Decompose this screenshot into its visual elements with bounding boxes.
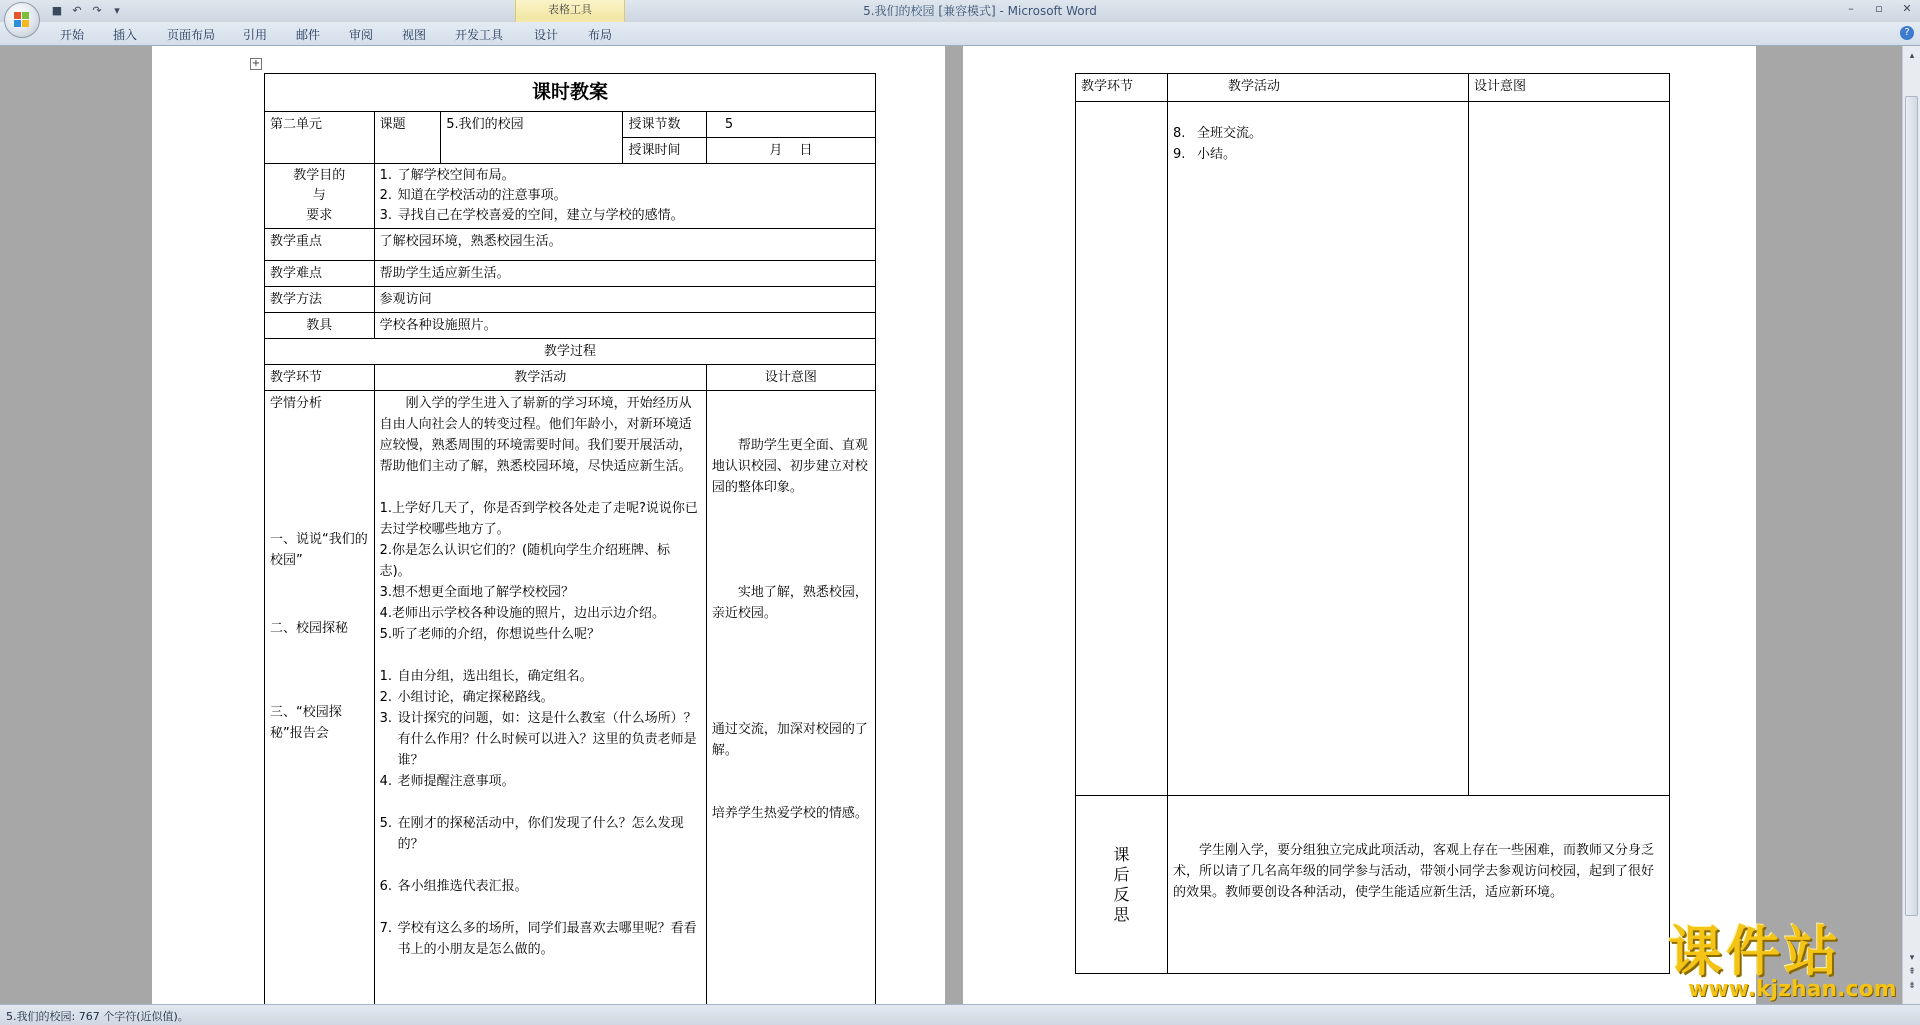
intent-text: 培养学生热爱学校的情感。 bbox=[711, 806, 868, 821]
method-value[interactable]: 参观访问 bbox=[374, 287, 875, 313]
list-item: 9. 小结。 bbox=[1173, 147, 1237, 162]
tab-home[interactable]: 开始 bbox=[60, 28, 85, 42]
col-step-header[interactable]: 教学环节 bbox=[265, 365, 375, 391]
periods-value[interactable]: 5 bbox=[706, 112, 875, 138]
list-item: 5. 在刚才的探秘活动中，你们发现了什么？怎么发现的？ bbox=[379, 816, 684, 852]
focus-value[interactable]: 了解校园环境，熟悉校园生活。 bbox=[374, 229, 875, 261]
list-item: 4.老师出示学校各种设施的照片，边出示边介绍。 bbox=[379, 606, 665, 621]
col-intent-header[interactable]: 设计意图 bbox=[706, 365, 875, 391]
intent-cell[interactable] bbox=[1469, 102, 1670, 796]
intent-text: 帮助学生更全面、直观地认识校园、初步建立对校园的整体印象。 bbox=[711, 438, 868, 495]
step-cell[interactable] bbox=[1076, 102, 1168, 796]
ribbon-tabs bbox=[0, 22, 1920, 46]
office-button[interactable] bbox=[4, 2, 40, 38]
step-report: 三、“校园探秘”报告会 bbox=[270, 705, 342, 741]
activity-column[interactable] bbox=[374, 391, 706, 1005]
close-icon[interactable]: ✕ bbox=[1902, 2, 1912, 15]
minimize-icon[interactable]: – bbox=[1848, 2, 1854, 15]
undo-icon[interactable]: ↶ bbox=[72, 4, 82, 17]
list-item: 8. 全班交流。 bbox=[1173, 126, 1263, 141]
lesson-plan-table-continued bbox=[1075, 73, 1670, 974]
previous-page-icon[interactable]: ⇞ bbox=[1908, 967, 1916, 977]
periods-label[interactable]: 授课节数 bbox=[623, 112, 706, 138]
col-activity-header[interactable]: 教学活动 bbox=[1168, 74, 1469, 102]
restore-icon[interactable]: ▫ bbox=[1875, 2, 1883, 15]
topic-value[interactable]: 5.我们的校园 bbox=[441, 112, 623, 164]
time-value[interactable]: 月 日 bbox=[706, 138, 875, 164]
goals-label[interactable]: 教学目的 与 要求 bbox=[265, 164, 375, 229]
window-controls bbox=[1842, 2, 1916, 15]
tools-value[interactable]: 学校各种设施照片。 bbox=[374, 313, 875, 339]
list-item: 1. 自由分组，选出组长，确定组名。 bbox=[379, 669, 593, 684]
list-item: 3. 设计探究的问题，如：这是什么教室（什么场所）？有什么作用？什么时候可以进入？这里的负责老师是谁？ bbox=[379, 711, 697, 768]
lesson-plan-title[interactable]: 课时教案 bbox=[265, 74, 876, 112]
save-icon[interactable]: ■ bbox=[51, 4, 63, 17]
watermark-logo bbox=[1668, 919, 1900, 1002]
difficulty-value[interactable]: 帮助学生适应新生活。 bbox=[374, 261, 875, 287]
next-page-icon[interactable]: ⇟ bbox=[1908, 981, 1916, 991]
list-item: 1.上学好几天了，你是否到学校各处走了走呢?说说你已去过学校哪些地方了。 bbox=[379, 501, 698, 537]
tab-layout[interactable]: 布局 bbox=[588, 28, 613, 42]
vertical-scrollbar[interactable] bbox=[1902, 46, 1920, 1004]
list-item: 7. 学校有这么多的场所，同学们最喜欢去哪里呢？看看书上的小朋友是怎么做的。 bbox=[379, 921, 697, 957]
help-icon[interactable]: ? bbox=[1900, 26, 1914, 40]
word-count-status[interactable]: 5.我们的校园: 767 个字符(近似值)。 bbox=[6, 1010, 189, 1023]
scroll-thumb[interactable] bbox=[1905, 96, 1918, 916]
reflection-text: 学生刚入学，要分组独立完成此项活动，客观上存在一些困难，而教师又分身乏术，所以请了几名高年级的同学参与活动，带领小同学去参观访问校园，起到了很好的效果。教师要创设各种活动，使学生能适应新生活，适应新环境。 bbox=[1173, 843, 1655, 900]
tab-page-layout[interactable]: 页面布局 bbox=[167, 28, 216, 42]
reflection-cell[interactable] bbox=[1168, 796, 1670, 974]
method-label[interactable]: 教学方法 bbox=[265, 287, 375, 313]
intent-column[interactable] bbox=[706, 391, 875, 1005]
redo-icon[interactable]: ↷ bbox=[92, 4, 102, 17]
col-step-header[interactable]: 教学环节 bbox=[1076, 74, 1168, 102]
list-item: 3. 寻找自己在学校喜爱的空间，建立与学校的感情。 bbox=[379, 208, 684, 223]
goals-list[interactable] bbox=[374, 164, 875, 229]
table-move-handle-icon[interactable]: + bbox=[251, 58, 261, 69]
list-item: 2. 知道在学校活动的注意事项。 bbox=[379, 188, 567, 203]
page-1 bbox=[152, 46, 945, 1004]
list-item: 5.听了老师的介绍，你想说些什么呢？ bbox=[379, 627, 600, 642]
tab-design[interactable]: 设计 bbox=[534, 28, 559, 42]
list-item: 1. 了解学校空间布局。 bbox=[379, 168, 515, 183]
page-2 bbox=[963, 46, 1756, 1004]
activity-cell[interactable] bbox=[1168, 102, 1469, 796]
watermark-url: www.kjzhan.com bbox=[1688, 977, 1897, 1002]
col-activity-header[interactable]: 教学活动 bbox=[374, 365, 706, 391]
tab-developer[interactable]: 开发工具 bbox=[455, 28, 504, 42]
lesson-plan-table bbox=[264, 73, 876, 1004]
tab-review[interactable]: 审阅 bbox=[349, 28, 374, 42]
list-item: 4. 老师提醒注意事项。 bbox=[379, 774, 515, 789]
scroll-up-icon[interactable]: ▴ bbox=[1909, 51, 1915, 61]
intent-text: 通过交流，加深对校园的了解。 bbox=[711, 722, 868, 758]
contextual-group-label: 表格工具 bbox=[548, 3, 592, 16]
title-bar bbox=[0, 0, 1920, 22]
scroll-down-icon[interactable]: ▾ bbox=[1909, 953, 1915, 963]
step-explore: 二、校园探秘 bbox=[270, 621, 349, 636]
watermark-brand: 课件站 bbox=[1668, 919, 1842, 983]
reflection-label-cell[interactable] bbox=[1076, 796, 1168, 974]
tab-view[interactable]: 视图 bbox=[402, 28, 427, 42]
analysis-text: 刚入学的学生进入了崭新的学习环境，开始经历从自由人向社会人的转变过程。他们年龄小，对新环境适应较慢，熟悉周围的环境需要时间。我们要开展活动，帮助他们主动了解，熟悉校园环境，尽快适应新生活。 bbox=[379, 396, 692, 474]
col-intent-header[interactable]: 设计意图 bbox=[1469, 74, 1670, 102]
time-label[interactable]: 授课时间 bbox=[623, 138, 706, 164]
customize-qat-icon[interactable]: ▾ bbox=[114, 4, 120, 17]
process-header[interactable]: 教学过程 bbox=[265, 339, 876, 365]
list-item: 6. 各小组推选代表汇报。 bbox=[379, 879, 528, 894]
list-item: 3.想不想更全面地了解学校校园？ bbox=[379, 585, 574, 600]
intent-text: 实地了解，熟悉校园，亲近校园。 bbox=[711, 585, 868, 621]
document-workspace bbox=[0, 46, 1902, 1004]
step-column[interactable]: 学情分析 一、说说“我们的校园” 二、校园探秘 三、“校园探秘”报告会 bbox=[265, 391, 375, 1005]
tab-insert[interactable]: 插入 bbox=[113, 28, 138, 42]
tools-label[interactable]: 教具 bbox=[265, 313, 375, 339]
tab-references[interactable]: 引用 bbox=[243, 28, 268, 42]
tab-mailings[interactable]: 邮件 bbox=[296, 28, 321, 42]
topic-label[interactable]: 课题 bbox=[374, 112, 441, 164]
window-title: 5.我们的校园 [兼容模式] - Microsoft Word bbox=[863, 4, 1097, 18]
status-bar bbox=[0, 1004, 1920, 1025]
list-item: 2. 小组讨论，确定探秘路线。 bbox=[379, 690, 554, 705]
quick-access-toolbar bbox=[50, 3, 124, 19]
difficulty-label[interactable]: 教学难点 bbox=[265, 261, 375, 287]
reflection-label: 课后反思 bbox=[1113, 844, 1130, 924]
focus-label[interactable]: 教学重点 bbox=[265, 229, 375, 261]
unit-cell[interactable]: 第二单元 bbox=[265, 112, 375, 164]
list-item: 2.你是怎么认识它们的？(随机向学生介绍班牌、标志)。 bbox=[379, 543, 671, 579]
step-talk: 一、说说“我们的校园” bbox=[270, 532, 368, 568]
office-logo-icon bbox=[14, 12, 30, 28]
